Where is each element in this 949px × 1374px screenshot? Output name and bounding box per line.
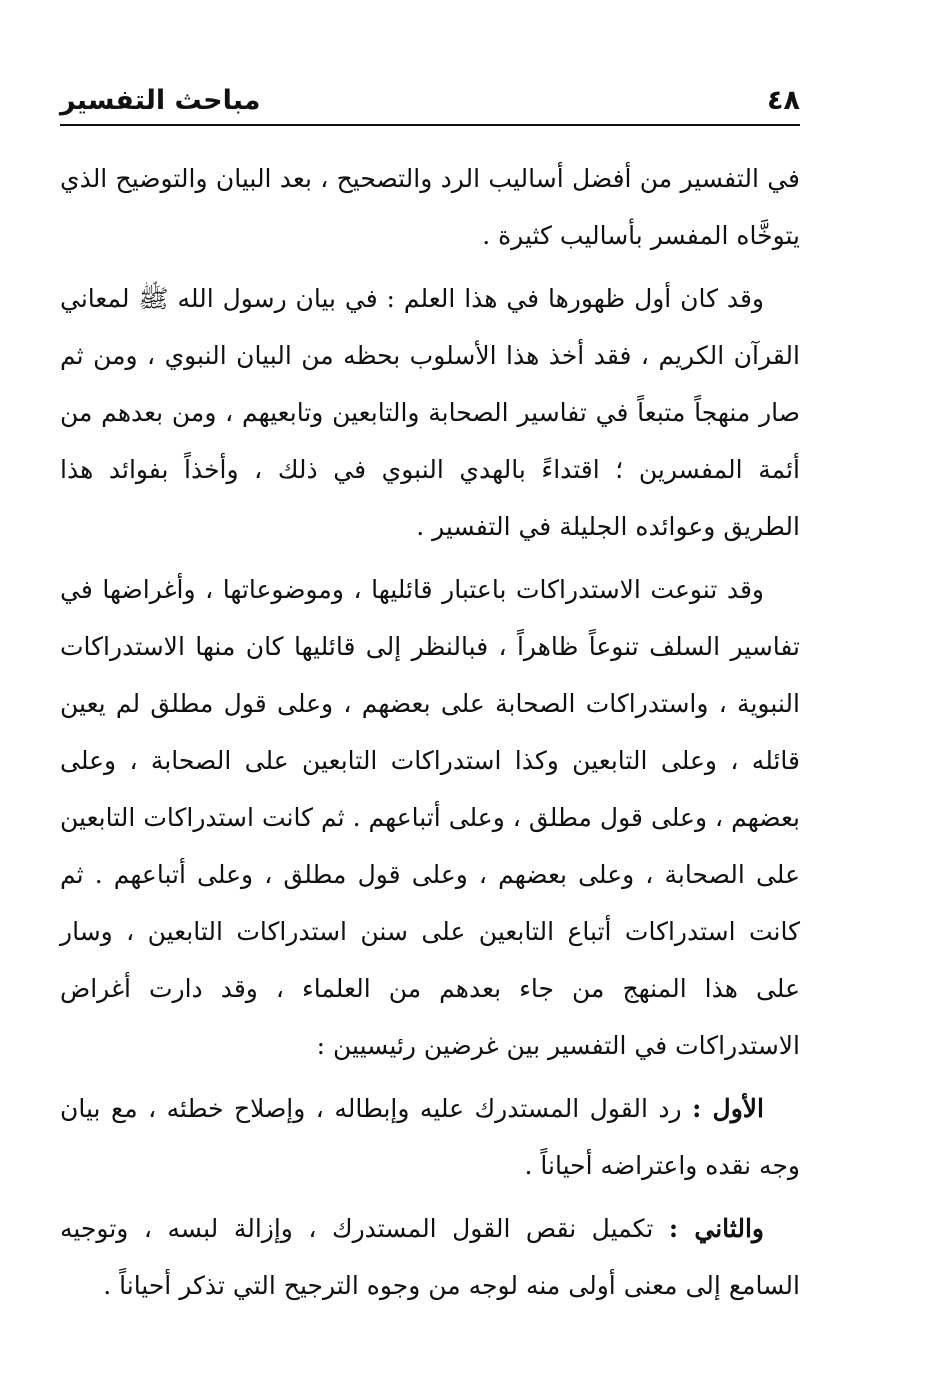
body-text [60,150,800,1314]
paragraph-3: وقد تنوعت الاستدراكات باعتبار قائليها ، وموضوعاتها ، وأغراضها في تفاسير السلف تنوعاً ظاهراً ، فبالنظر إلى قائليها كان منها الاستدراكات النبوية ، واستدراكات الصحابة على بعضهم ، وعلى قول مطلق لم يعين قائله ، وعلى التابعين وكذا استدراكات التابعين على الصحابة ، وعلى بعضهم ، وعلى قول مطلق ، وعلى أتباعهم . ثم كانت استدراكات التابعين على الصحابة ، وعلى بعضهم ، وعلى قول مطلق ، وعلى أتباعهم . ثم كانت استدراكات أتباع التابعين على سنن استدراكات التابعين ، وسار على هذا المنهج من جاء بعدهم من العلماء ، وقد دارت أغراض الاستدراكات في التفسير بين غرضين رئيسيين : [60,575,800,1060]
paragraph-2: وقد كان أول ظهورها في هذا العلم : في بيان رسول الله ﷺ لمعاني القرآن الكريم ، فقد أخذ هذا الأسلوب بحظه من البيان النبوي ، ومن ثم صار منهجاً متبعاً في تفاسير الصحابة والتابعين وتابعيهم ، ومن بعدهم من أئمة المفسرين ؛ اقتداءً بالهدي النبوي في ذلك ، وأخذاً بفوائد هذا الطريق وعوائده الجليلة في التفسير . [60,284,800,541]
point-first-label: الأول : [692,1094,764,1123]
point-second-text: تكميل نقص القول المستدرك ، وإزالة لبسه ، وتوجيه السامع إلى معنى أولى منه لوجه من وجوه الترجيح التي تذكر أحياناً . [60,1214,800,1300]
point-second [60,1200,800,1314]
page-number: ٤٨ [767,85,800,116]
header-rule [60,124,800,126]
page-header [60,80,800,124]
point-first-text: رد القول المستدرك عليه وإبطاله ، وإصلاح خطئه ، مع بيان وجه نقده واعتراضه أحياناً . [60,1094,800,1180]
running-title: مباحث التفسير [60,85,261,116]
point-second-label: والثاني : [668,1214,764,1243]
point-first [60,1080,800,1194]
paragraph-1: في التفسير من أفضل أساليب الرد والتصحيح ، بعد البيان والتوضيح الذي يتوخَّاه المفسر بأساليب كثيرة . [60,164,800,250]
